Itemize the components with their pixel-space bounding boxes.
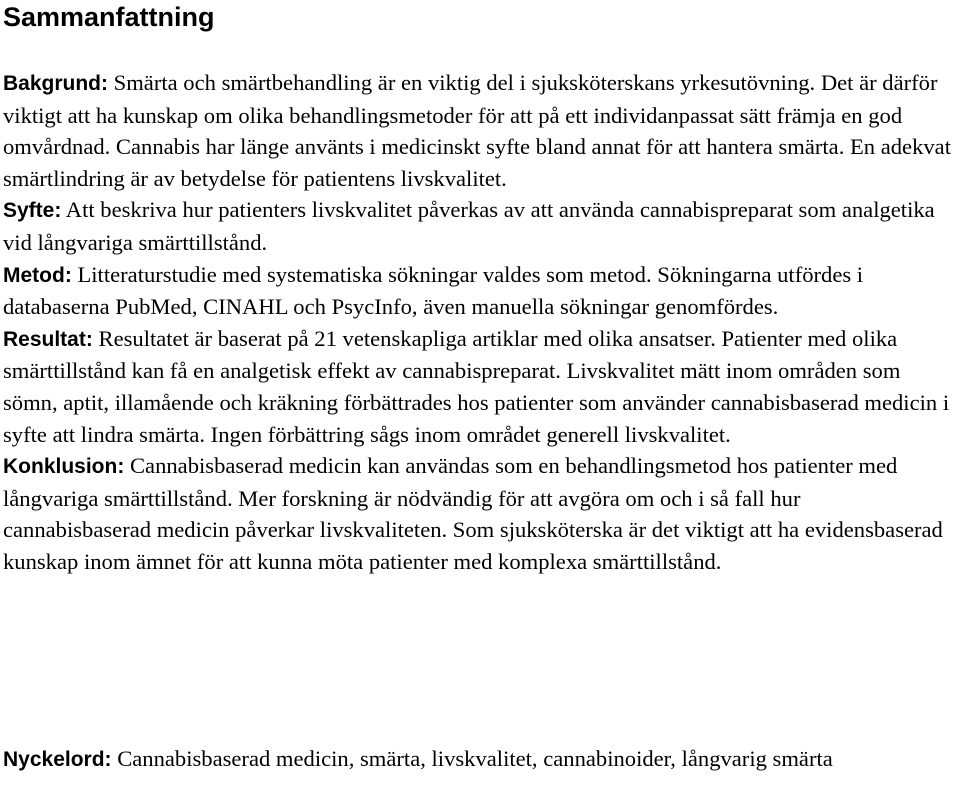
section-label-konklusion: Konklusion:	[3, 455, 125, 479]
section-label-metod: Metod:	[3, 263, 72, 287]
section-text-syfte: Att beskriva hur patienters livskvalitet påverkas av att använda cannabispreparat som analgetika vid långvariga smärttillstånd.	[3, 197, 935, 255]
section-bakgrund	[3, 67, 953, 194]
section-text-resultat: Resultatet är baserat på 21 vetenskapliga artiklar med olika ansatser. Patienter med olika smärttillstånd kan få en analgetisk effekt av cannabispreparat. Livskvalitet mätt inom områden som sömn, aptit, illamående och kräkning förbättrades hos patienter som använder cannabisbaserad medicin i syfte att lindra smärta. Ingen förbättring sågs inom området generell livskvalitet.	[3, 325, 950, 447]
section-konklusion	[3, 450, 953, 577]
section-label-syfte: Syfte:	[3, 199, 62, 223]
section-text-metod: Litteraturstudie med systematiska sökningar valdes som metod. Sökningarna utfördes i databaserna PubMed, CINAHL och PsycInfo, även manuella sökningar genomfördes.	[3, 261, 864, 320]
keywords-text: Cannabisbaserad medicin, smärta, livskvalitet, cannabinoider, långvarig smärta	[111, 746, 833, 771]
abstract-body	[3, 67, 953, 578]
keywords	[3, 743, 953, 776]
section-label-resultat: Resultat:	[3, 327, 93, 351]
page-title: Sammanfattning	[3, 2, 215, 32]
section-resultat	[3, 323, 953, 450]
section-metod	[3, 259, 953, 323]
section-syfte	[3, 194, 953, 258]
keywords-label: Nyckelord:	[3, 748, 112, 771]
section-text-bakgrund: Smärta och smärtbehandling är en viktig del i sjuksköterskans yrkesutövning. Det är därför viktigt att ha kunskap om olika behandlingsmetoder för att på ett individanpassat sätt främja en god omvårdnad. Cannabis har länge använts i medicinskt syfte bland annat för att hantera smärta. En adekvat smärtlindring är av betydelse för patientens livskvalitet.	[3, 70, 951, 191]
section-label-bakgrund: Bakgrund:	[3, 72, 108, 95]
section-text-konklusion: Cannabisbaserad medicin kan användas som en behandlingsmetod hos patienter med långvariga smärttillstånd. Mer forskning är nödvändig för att avgöra om och i så fall hur cannabisbaserad medicin påverkar livskvaliteten. Som sjuksköterska är det viktigt att ha evidensbaserad kunskap inom ämnet för att kunna möta patienter med komplexa smärttillstånd.	[3, 453, 943, 574]
